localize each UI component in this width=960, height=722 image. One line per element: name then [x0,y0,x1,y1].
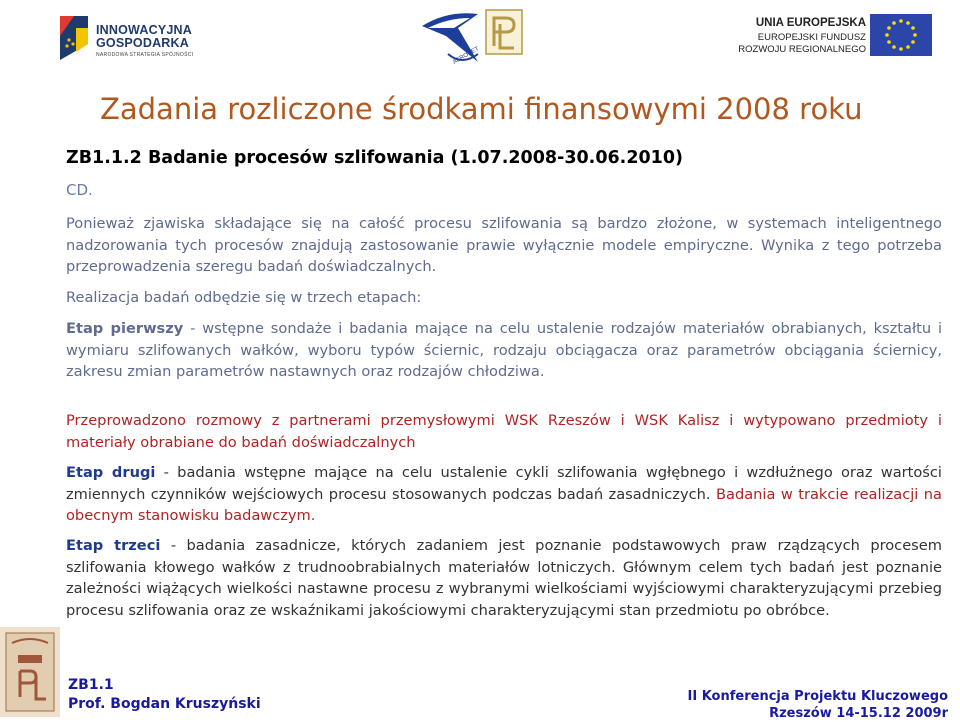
task-subtitle: ZB1.1.2 Badanie procesów szlifowania (1.07.2008-30.06.2010) [66,148,684,168]
unia-europejska-logo [738,12,944,60]
ue-line2: EUROPEJSKI FUNDUSZ [757,32,866,43]
stage1-text: - wstępne sondaże i badania mające na celu ustalenie rodzajów materiałów obrabianych, kształtu i wymiaru szlifowanych wałków, wyboru typów ściernic, rodzaju obciągacza oraz parametrów obciągania ściernicy, zakresu zmian parametrów nastawnych oraz rodzajów chłodziwa. [66,320,942,380]
stage2-label: Etap drugi [66,464,156,481]
footer-left [68,676,261,714]
stage2-note: Badania w trakcie realizacji na obecnym stanowisku badawczym. [66,485,942,524]
stage3-text: - badania zasadnicze, których zadaniem jest poznanie podstawowych praw rządzących procesem szlifowania kłowego wałków z trudnoobrabialnych materiałów lotniczych. Głównym celem tych badań jest poznanie zależności wiążących wielkości nastawne procesu z wybranymi wielkościami wyjściowymi charakteryzującymi przebieg procesu szlifowania oraz ze wskaźnikami jakościowymi charakteryzującymi stan przedmiotu po obróbce. [66,537,942,619]
footer-place-date: Rzeszów 14-15.12 2009r [769,706,948,721]
page-title: Zadania rozliczone środkami finansowymi 2008 roku [100,92,863,126]
politechnika-logo-top [484,8,524,56]
stage1-paragraph [66,318,942,383]
cd-label: CD. [66,181,93,199]
intro-paragraph: Ponieważ zjawiska składające się na całość procesu szlifowania są bardzo złożone, w systemach inteligentnego nadzorowania tych procesów znajdują zastosowanie prawie wyłącznie modele empiryczne. Wynika z tego potrzeba przeprowadzenia szeregu badań doświadczalnych. [66,215,942,275]
eu-flag-icon [870,14,932,56]
aeronet-text: AERONET [452,46,481,66]
politechnika-crest-logo [0,627,60,717]
stages-intro: Realizacja badań odbędzie się w trzech etapach: [66,289,422,306]
ig-line1: INNOWACYJNA [96,23,192,37]
stage3-paragraph [66,535,942,621]
footer-conference: II Konferencja Projektu Kluczowego [687,689,948,704]
stage2-paragraph [66,462,942,527]
ig-mark-icon [58,14,92,62]
ue-line3: ROZWOJU REGIONALNEGO [738,44,866,55]
stage1-label: Etap pierwszy [66,320,184,337]
innowacyjna-gospodarka-logo [58,14,208,64]
ig-line3: NARODOWA STRATEGIA SPÓJNOŚCI [96,52,194,58]
stage1-note: Przeprowadzono rozmowy z partnerami przemysłowymi WSK Rzeszów i WSK Kalisz i wytypowano przedmioty i materiały obrabiane do badań doświadczalnych [66,412,942,451]
footer-code: ZB1.1 [68,677,114,693]
ig-line2: GOSPODARKA [96,36,189,50]
footer-author: Prof. Bogdan Kruszyński [68,696,261,712]
aeronet-logo [418,6,486,70]
ue-line1: UNIA EUROPEJSKA [755,17,866,29]
stage2-text: - badania wstępne mające na celu ustalenie cykli szlifowania wgłębnego i wzdłużnego oraz wartości zmiennych czynników wejściowych procesu stosowanych podczas badań zasadniczych. [66,464,942,503]
stage3-label: Etap trzeci [66,537,161,554]
